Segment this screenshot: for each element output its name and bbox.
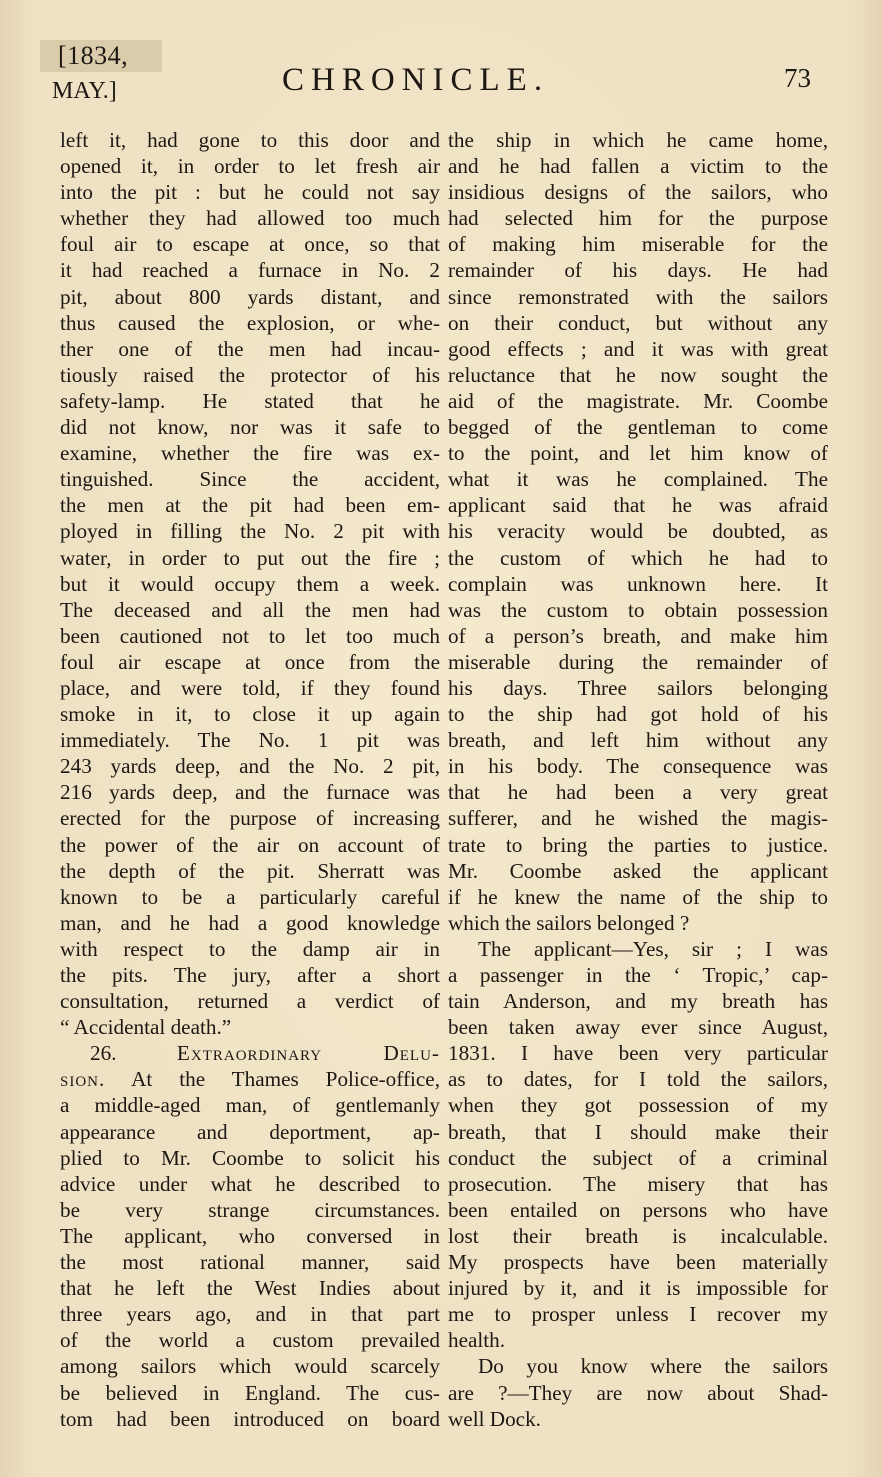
text-line: 243 yards deep, and the No. 2 pit, bbox=[60, 754, 440, 779]
text-line: his veracity would be doubted, as bbox=[448, 519, 828, 544]
text-line: man, and he had a good knowledge bbox=[60, 910, 440, 935]
text-line: into the pit : but he could not say bbox=[60, 180, 440, 205]
text-line: advice under what he described to bbox=[60, 1171, 440, 1196]
text-line: on their conduct, but without any bbox=[448, 310, 828, 335]
text-line: well Dock. bbox=[448, 1406, 541, 1431]
text-line: be believed in England. The cus- bbox=[60, 1380, 440, 1405]
text-line: The applicant—Yes, sir ; I was bbox=[478, 936, 828, 961]
text-line: with respect to the damp air in bbox=[60, 936, 440, 961]
section-line-text: At the Thames Police-office, bbox=[131, 1067, 440, 1092]
text-line: but it would occupy them a week. bbox=[60, 571, 440, 596]
section-heading-line bbox=[60, 1040, 440, 1066]
text-line: of the world a custom prevailed bbox=[60, 1328, 440, 1353]
text-line: good effects ; and it was with great bbox=[448, 336, 828, 361]
text-line: consultation, returned a verdict of bbox=[60, 989, 440, 1014]
text-line: reluctance that he now sought the bbox=[448, 362, 828, 387]
text-line: when they got possession of my bbox=[448, 1093, 828, 1118]
left-column bbox=[60, 127, 440, 1432]
text-line: remainder of his days. He had bbox=[448, 258, 828, 283]
text-line: Mr. Coombe asked the applicant bbox=[448, 858, 828, 883]
text-line: me to prosper unless I recover my bbox=[448, 1302, 828, 1327]
text-line: been cautioned not to let too much bbox=[60, 623, 440, 648]
text-line: that he left the West Indies about bbox=[60, 1276, 440, 1301]
section-heading-end: sion. bbox=[60, 1067, 106, 1092]
text-line: pit, about 800 yards distant, and bbox=[60, 284, 440, 309]
text-line: thus caused the explosion, or whe- bbox=[60, 310, 440, 335]
text-line: ther one of the men had incau- bbox=[60, 336, 440, 361]
text-line: and he had fallen a victim to the bbox=[448, 154, 828, 179]
text-line: appearance and deportment, ap- bbox=[60, 1119, 440, 1144]
section-heading: Extraordinary Delu- bbox=[176, 1041, 440, 1066]
text-line: three years ago, and in that part bbox=[60, 1302, 440, 1327]
text-line: place, and were told, if they found bbox=[60, 675, 440, 700]
section-date: 26. bbox=[90, 1041, 117, 1066]
text-line: miserable during the remainder of bbox=[448, 649, 828, 674]
running-title: CHRONICLE. bbox=[282, 62, 550, 98]
text-line: had selected him for the purpose bbox=[448, 206, 828, 231]
text-line: plied to Mr. Coombe to solicit his bbox=[60, 1145, 440, 1170]
text-line: among sailors which would scarcely bbox=[60, 1354, 440, 1379]
page-number: 73 bbox=[784, 63, 811, 93]
text-line: his days. Three sailors belonging bbox=[448, 675, 828, 700]
text-line: tinguished. Since the accident, bbox=[60, 467, 440, 492]
text-line: what it was he complained. The bbox=[448, 467, 828, 492]
text-line: of a person’s breath, and make him bbox=[448, 623, 828, 648]
text-line: to the point, and let him know of bbox=[448, 441, 828, 466]
text-line: a middle-aged man, of gentlemanly bbox=[60, 1093, 440, 1118]
right-column bbox=[448, 127, 828, 1432]
text-line: breath, and left him without any bbox=[448, 728, 828, 753]
text-line: the most rational manner, said bbox=[60, 1250, 440, 1275]
text-line: which the sailors belonged ? bbox=[448, 910, 690, 935]
text-line: of making him miserable for the bbox=[448, 232, 828, 257]
text-line: did not know, nor was it safe to bbox=[60, 415, 440, 440]
text-line: prosecution. The misery that has bbox=[448, 1171, 828, 1196]
text-line: left it, had gone to this door and bbox=[60, 128, 440, 152]
text-line: smoke in it, to close it up again bbox=[60, 702, 440, 727]
text-line: safety-lamp. He stated that he bbox=[60, 388, 440, 413]
text-line: the pits. The jury, after a short bbox=[60, 963, 440, 987]
text-line: injured by it, and it is impossible for bbox=[448, 1276, 828, 1301]
text-line: tiously raised the protector of his bbox=[60, 362, 440, 387]
text-line: 216 yards deep, and the furnace was bbox=[60, 780, 440, 805]
text-line: The deceased and all the men had bbox=[60, 597, 440, 622]
text-line: it had reached a furnace in No. 2 bbox=[60, 258, 440, 283]
text-line: Do you know where the sailors bbox=[478, 1354, 828, 1379]
text-line: the ship in which he came home, bbox=[448, 128, 828, 152]
text-line: as to dates, for I told the sailors, bbox=[448, 1067, 828, 1092]
text-line: erected for the purpose of increasing bbox=[60, 806, 440, 831]
text-line: examine, whether the fire was ex- bbox=[60, 441, 440, 466]
text-line: health. bbox=[448, 1328, 506, 1353]
text-line: sufferer, and he wished the magis- bbox=[448, 806, 828, 831]
text-line: immediately. The No. 1 pit was bbox=[60, 728, 440, 753]
text-line: foul air to escape at once, so that bbox=[60, 232, 440, 257]
text-line: a passenger in the ‘ Tropic,’ cap- bbox=[448, 963, 828, 987]
text-line: to the ship had got hold of his bbox=[448, 702, 828, 727]
text-line: was the custom to obtain possession bbox=[448, 597, 828, 622]
text-line: in his body. The consequence was bbox=[448, 754, 828, 779]
text-line: whether they had allowed too much bbox=[60, 206, 440, 231]
text-line: lost their breath is incalculable. bbox=[448, 1223, 828, 1248]
text-line: if he knew the name of the ship to bbox=[448, 884, 828, 909]
text-line: insidious designs of the sailors, who bbox=[448, 180, 828, 205]
text-line: trate to bring the parties to justice. bbox=[448, 832, 828, 857]
text-line: been taken away ever since August, bbox=[448, 1015, 828, 1040]
header-month: MAY.] bbox=[52, 78, 117, 104]
text-line: the power of the air on account of bbox=[60, 832, 440, 857]
text-line: the men at the pit had been em- bbox=[60, 493, 440, 518]
text-line: The applicant, who conversed in bbox=[60, 1223, 440, 1248]
text-line: applicant said that he was afraid bbox=[448, 493, 828, 518]
text-line: begged of the gentleman to come bbox=[448, 415, 828, 440]
text-line: be very strange circumstances. bbox=[60, 1197, 440, 1222]
text-line: water, in order to put out the fire ; bbox=[60, 545, 440, 570]
text-line: aid of the magistrate. Mr. Coombe bbox=[448, 388, 828, 413]
section-heading-continuation bbox=[60, 1066, 440, 1092]
text-line: opened it, in order to let fresh air bbox=[60, 154, 440, 179]
text-line: the depth of the pit. Sherratt was bbox=[60, 858, 440, 883]
text-line: been entailed on persons who have bbox=[448, 1197, 828, 1222]
text-line: known to be a particularly careful bbox=[60, 884, 440, 909]
text-line: since remonstrated with the sailors bbox=[448, 284, 828, 309]
text-line: complain was unknown here. It bbox=[448, 571, 828, 596]
text-line: tom had been introduced on board bbox=[60, 1406, 440, 1431]
text-line: tain Anderson, and my breath has bbox=[448, 989, 828, 1014]
text-line: 1831. I have been very particular bbox=[448, 1041, 828, 1066]
text-line: that he had been a very great bbox=[448, 780, 828, 805]
header-year: [1834, bbox=[58, 41, 129, 70]
text-line: “ Accidental death.” bbox=[60, 1015, 232, 1040]
text-line: the custom of which he had to bbox=[448, 545, 828, 570]
text-line: conduct the subject of a criminal bbox=[448, 1145, 828, 1170]
text-line: My prospects have been materially bbox=[448, 1250, 828, 1275]
text-line: ployed in filling the No. 2 pit with bbox=[60, 519, 440, 544]
text-line: are ?—They are now about Shad- bbox=[448, 1380, 828, 1405]
text-line: foul air escape at once from the bbox=[60, 649, 440, 674]
text-line: breath, that I should make their bbox=[448, 1119, 828, 1144]
